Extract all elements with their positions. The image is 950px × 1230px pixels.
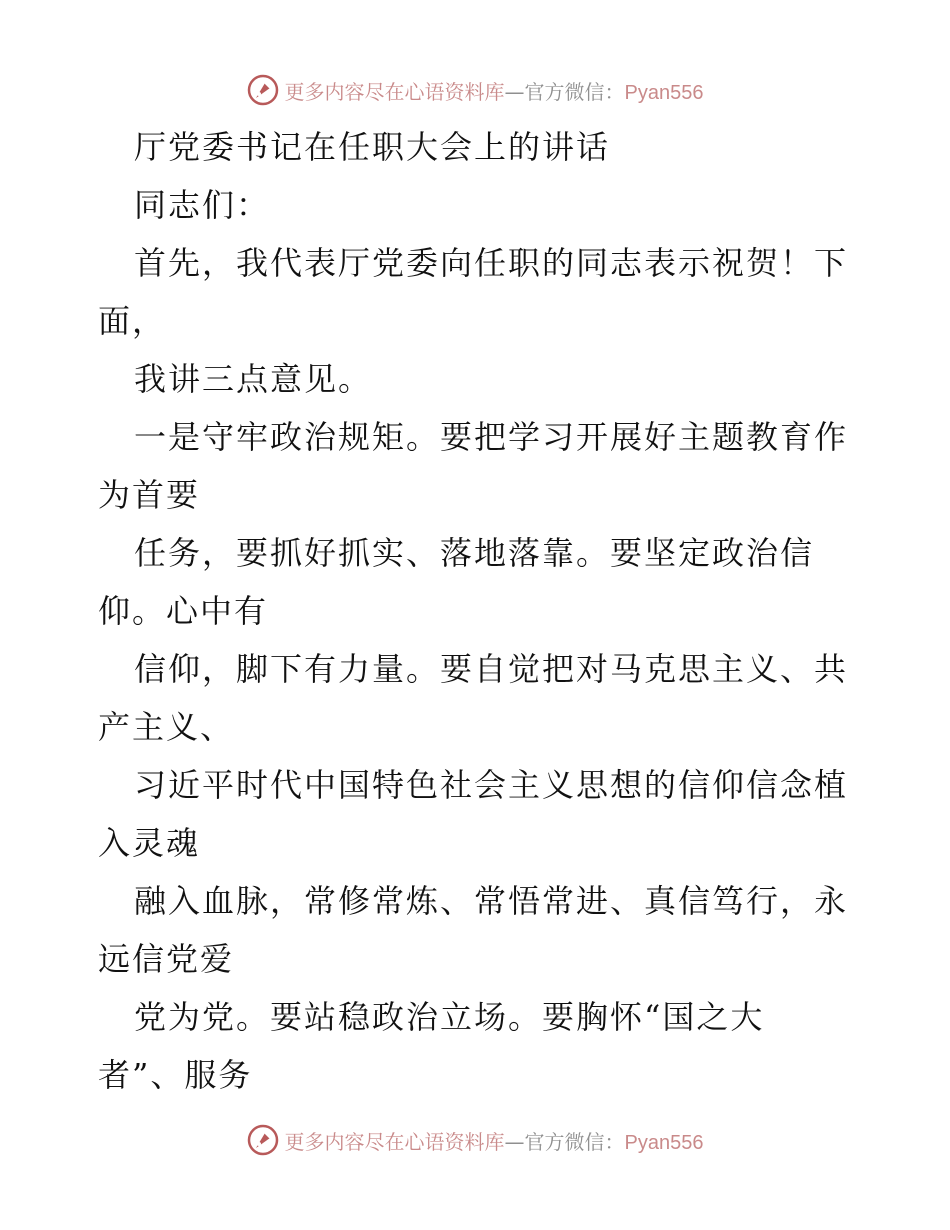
document-title: 厅党委书记在任职大会上的讲话 (134, 128, 611, 166)
paragraph-line: 仰。心中有 (98, 592, 269, 630)
watermark-text (285, 76, 704, 105)
pen-nib-logo-icon (247, 1124, 279, 1156)
paragraph-line: 我讲三点意见。 (134, 360, 373, 398)
paragraph-line: 党为党。要站稳政治立场。要胸怀“国之大 (134, 998, 765, 1036)
paragraph-line: 习近平时代中国特色社会主义思想的信仰信念植 (134, 766, 849, 804)
watermark-label: 官方微信： (524, 1129, 625, 1154)
paragraph-line: 入灵魂 (98, 824, 201, 862)
document-body (98, 118, 878, 1104)
watermark-brand: 更多内容尽在心语资料库 (284, 1129, 505, 1154)
paragraph-line: 远信党爱 (98, 940, 235, 978)
paragraph-line: 融入血脉，常修常炼、常悟常进、真信笃行，永 (134, 882, 849, 920)
paragraph-line: 产主义、 (98, 708, 235, 746)
pen-nib-logo-icon (247, 74, 279, 106)
salutation: 同志们： (134, 186, 271, 224)
paragraph-line: 一是守牢政治规矩。要把学习开展好主题教育作 (134, 418, 849, 456)
header-watermark (0, 70, 950, 110)
watermark-brand: 更多内容尽在心语资料库 (284, 79, 505, 104)
paragraph-line: 为首要 (98, 476, 201, 514)
footer-watermark (0, 1120, 950, 1160)
watermark-id: Pyan556 (624, 81, 704, 104)
watermark-separator: — (504, 1129, 525, 1154)
watermark-id: Pyan556 (624, 1131, 704, 1154)
paragraph-line: 面， (98, 302, 167, 340)
paragraph-line: 信仰，脚下有力量。要自觉把对马克思主义、共 (134, 650, 849, 688)
paragraph-line: 者”、服务 (98, 1056, 253, 1094)
paragraph-line: 首先，我代表厅党委向任职的同志表示祝贺！下 (134, 244, 849, 282)
paragraph-line: 任务，要抓好抓实、落地落靠。要坚定政治信 (134, 534, 815, 572)
watermark-label: 官方微信： (524, 79, 625, 104)
watermark-text (285, 1126, 704, 1155)
watermark-separator: — (504, 79, 525, 104)
